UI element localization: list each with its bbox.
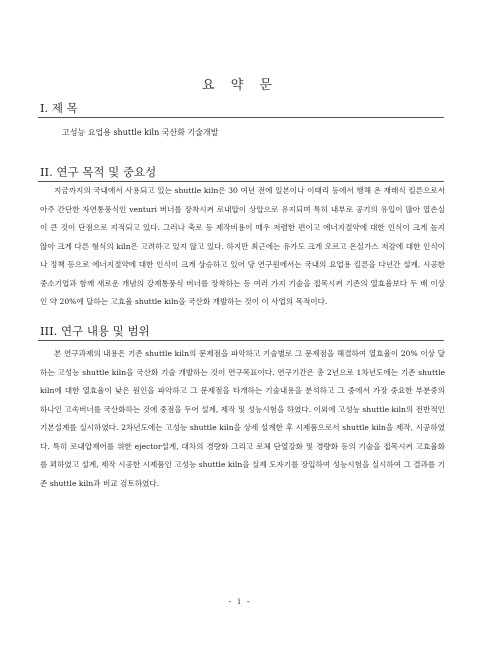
section-1-subtitle: 고성능 요업용 shuttle kiln 국산화 기술개발 [62,128,219,137]
section-1-heading: I. 제 목 [40,101,78,115]
section-3-heading: III. 연구 내용 및 범위 [40,324,150,338]
page-number: - i - [228,597,252,606]
section-3-rule [38,340,444,341]
page-title: 요 약 문 [202,78,278,93]
section-3-body: 본 연구과제의 내용은 기존 shuttle kiln의 문제점을 파악하고 기술별로 그 문제점을 해결하여 열효율이 20% 이상 달하는 고성능 shuttle kiln을 국산화 기술 개발하는 것이 연구목표이다. 연구기간은 총 2년으로 1차년도에는 기존 shuttle kiln에 대한 열효율이 낮은 원인을 파악하고 그 문제점을 타개하는 기술내용을 분석하고 그 중에서 가장 중요한 부분중의 하나인 고속버너를 국산화하는 것에 중점을 두어 설계, 제작 및 성능시험을 하였다. 이외에 고성능 shuttle kiln의 전반적인 기본설계를 실시하였다. 2차년도에는 고성능 shuttle kiln을 상세 설계한 후 시제품으로서 shuttle kiln을 제작, 시공하였다. 특히 로내압제어를 위한 ejector설계, 대차의 경량화 그리고 로체 단열강화 및 경량화 등의 기술을 접목시켜 고효율화를 꾀하였고 설계, 제작 시공한 시제품인 고성능 shuttle kiln을 실제 도자기를 장입하여 성능시험을 실시하여 그 결과를 기존 shuttle kiln과 비교 검토하였다. [40,349,445,488]
section-2-heading: II. 연구 목적 및 중요성 [40,165,157,179]
section-1-rule [38,117,444,118]
section-2-body: 지금까지의 국내에서 사용되고 있는 shuttle kiln은 30 여년 전에 일본이나 이태리 등에서 행해 온 재래식 킬른으로서 아주 간단한 자연통풍식인 venturi 버너를 장착시켜 로내압이 상압으로 유지되며 특히 내부로 공기의 유입이 많아 열손실이 큰 것이 단점으로 지적되고 있다. 그러나 축로 등 제작비용이 매우 저렴한 편이고 에너지절약에 대한 인식이 크게 높지 않아 크게 다른 형식의 kiln은 고려하고 있지 않고 있다. 하지만 최근에는 유가도 크게 오르고 온실가스 저감에 대한 인식이나 정책 등으로 에너지절약에 대한 인식이 크게 상승하고 있어 당 연구원에서는 국내의 요업용 킬른을 다년간 설계, 시공한 중소기업과 함께 새로운 개념의 강제통풍식 버너를 장착하는 등 여러 가지 기술을 접목시켜 기존의 열효율보다 두 배 이상인 약 20%에 달하는 고효율 shuttle kiln을 국산화 개발하는 것이 이 사업의 목적이다. [40,186,445,306]
